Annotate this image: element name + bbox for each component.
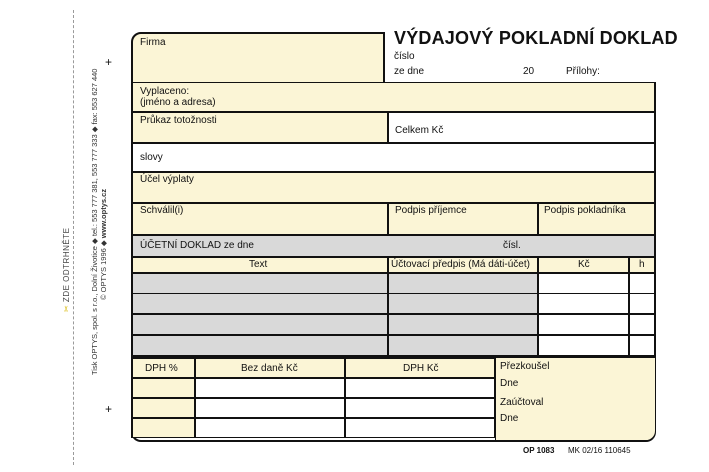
dph-pct-label: DPH % <box>145 363 178 374</box>
grid-cell <box>629 314 656 335</box>
bez-dane-label: Bez daně Kč <box>241 363 298 374</box>
slovy-label: slovy <box>140 152 163 163</box>
ucel-label: Účel výplaty <box>140 174 194 185</box>
grid-cell <box>388 335 538 356</box>
plus-mark-top: + <box>105 55 113 69</box>
prezkousel-label: Přezkoušel <box>500 361 550 372</box>
footer-code: OP 1083 <box>523 446 555 455</box>
ucel-row <box>131 172 656 203</box>
grid-cell <box>131 314 388 335</box>
grid-cell <box>538 273 629 294</box>
cisl-label: čísl. <box>503 240 521 251</box>
dph-cell <box>345 378 495 398</box>
dph-cell <box>345 398 495 418</box>
cislo-label: číslo <box>394 51 415 62</box>
perforation-line <box>73 10 74 465</box>
dne2-label: Dne <box>500 413 519 424</box>
dph-cell <box>131 418 195 438</box>
col-text-label: Text <box>249 259 268 270</box>
jmeno-adresa-label: (jméno a adresa) <box>140 97 216 108</box>
ze-dne-label: ze dne <box>394 66 425 77</box>
printer-info-1: Tisk OPTYS, spol. s r.o., Dolní Životice ◆ tel.: 553 777 381, 553 777 333 ◆ fax: 553 627 440 <box>90 68 99 375</box>
cut-here-label: ✂ ZDE ODTRHNĚTE <box>62 227 71 312</box>
grid-cell <box>388 314 538 335</box>
dph-cell <box>195 398 345 418</box>
prukaz-label: Průkaz totožnosti <box>140 115 217 126</box>
grid-cell <box>538 314 629 335</box>
podpis-prijemce-label: Podpis příjemce <box>395 205 467 216</box>
vyplaceno-label: Vyplaceno: <box>140 86 190 97</box>
grid-cell <box>629 273 656 294</box>
firma-box <box>131 32 385 86</box>
zauctoval-label: Zaúčtoval <box>500 397 544 408</box>
grid-cell <box>131 273 388 294</box>
grid-cell <box>629 293 656 314</box>
document-title: VÝDAJOVÝ POKLADNÍ DOKLAD <box>394 28 678 48</box>
grid-cell <box>538 335 629 356</box>
dph-cell <box>131 398 195 418</box>
year-label: 20 <box>523 66 535 77</box>
dne1-label: Dne <box>500 378 519 389</box>
footer-version: MK 02/16 110645 <box>568 446 631 455</box>
slovy-row <box>131 143 656 172</box>
grid-cell <box>388 293 538 314</box>
celkem-label: Celkem Kč <box>395 125 444 136</box>
grid-cell <box>131 293 388 314</box>
printer-info-2: © OPTYS 1996 ◆ www.optys.cz <box>99 188 108 300</box>
dph-cell <box>131 378 195 398</box>
grid-cell <box>388 273 538 294</box>
plus-mark-bottom: + <box>105 402 113 416</box>
dph-kc-label: DPH Kč <box>403 363 439 374</box>
firma-label: Firma <box>140 37 166 48</box>
grid-cell <box>131 335 388 356</box>
grid-cell <box>629 335 656 356</box>
col-kc-label: Kč <box>578 259 590 270</box>
dph-cell <box>195 418 345 438</box>
schvalil-label: Schválil(i) <box>140 205 184 216</box>
prilohy-label: Přílohy: <box>566 66 600 77</box>
podpis-pokladnika-label: Podpis pokladníka <box>544 205 626 216</box>
col-predpis-label: Účtovací předpis (Má dáti-účet) <box>391 259 530 270</box>
grid-cell <box>538 293 629 314</box>
ucetni-label: ÚČETNÍ DOKLAD ze dne <box>140 240 254 251</box>
dph-cell <box>195 378 345 398</box>
col-h-label: h <box>639 259 645 270</box>
dph-cell <box>345 418 495 438</box>
